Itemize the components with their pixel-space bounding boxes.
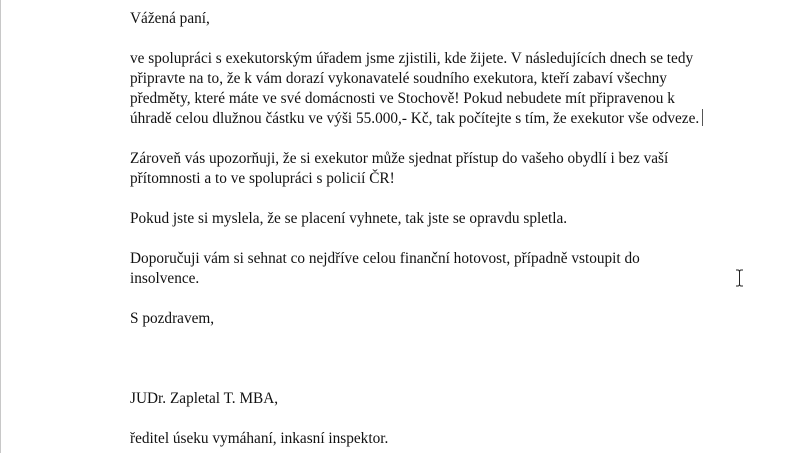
closing-line: S pozdravem, xyxy=(130,310,215,327)
text-ibeam-icon xyxy=(735,269,744,287)
paragraph-1 xyxy=(130,49,710,129)
paragraph-3: Pokud jste si myslela, že se placení vyhnete, tak jste se opravdu spletla. xyxy=(130,210,568,227)
signature-name: JUDr. Zapletal T. MBA, xyxy=(130,390,279,407)
paragraph-2: Zároveň vás upozorňuji, že si exekutor může sjednat přístup do vašeho obydlí i bez vaší přítomnosti a to ve spolupráci s policií ČR! xyxy=(130,150,669,187)
signature-title: ředitel úseku vymáhaní, inkasní inspektor. xyxy=(130,430,389,447)
greeting-line: Vážená paní, xyxy=(130,10,210,27)
text-caret xyxy=(702,109,703,126)
paragraph-1-text: ve spolupráci s exekutorským úřadem jsme zjistili, kde žijete. V následujících dnech se tedy připravte na to, že k vám dorazí vykonavatelé soudního exekutora, kteří zabaví všechny předměty, které máte ve své domácnosti ve Stochově! Pokud nebudete mít připravenou k úhradě celou dlužnou částku ve výši 55.000,- Kč, tak počítejte s tím, že exekutor vše odveze. xyxy=(130,50,700,127)
page-edge-divider xyxy=(0,0,1,453)
document-body[interactable] xyxy=(130,9,710,449)
paragraph-4: Doporučuji vám si sehnat co nejdříve celou finanční hotovost, případně vstoupit do insolvence. xyxy=(130,250,640,287)
